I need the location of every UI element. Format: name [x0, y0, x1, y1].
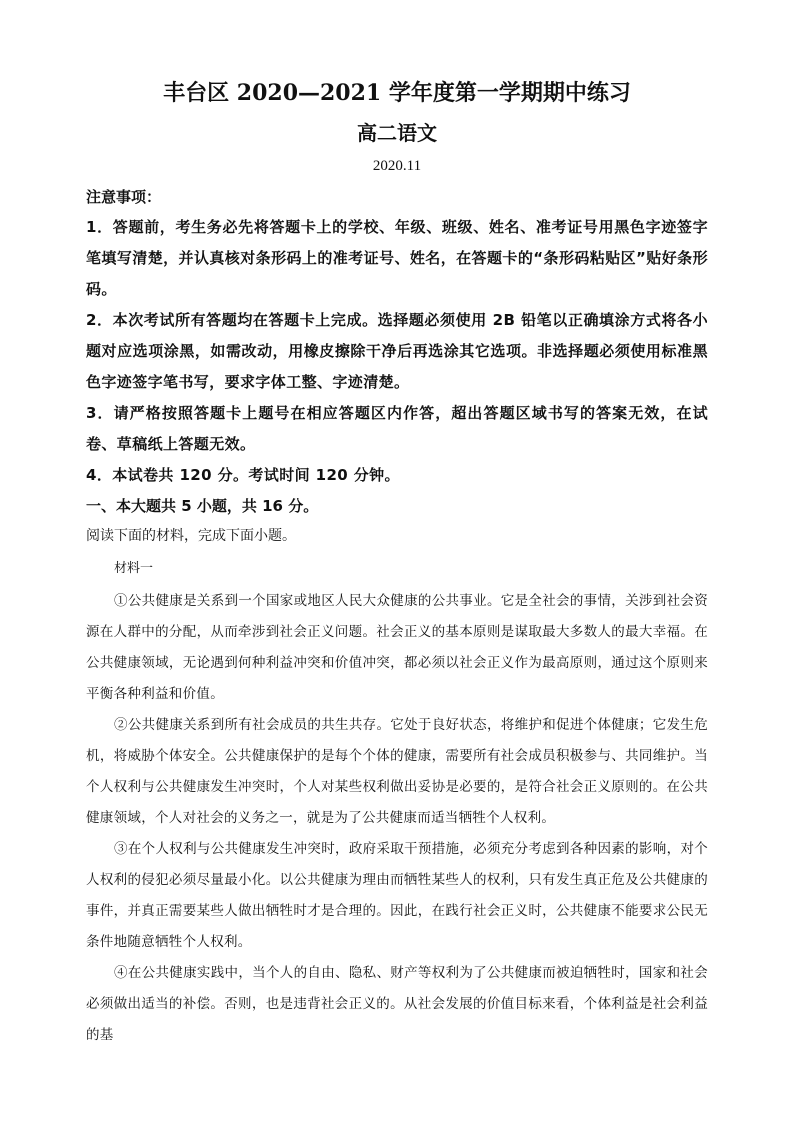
exam-date: 2020.11 — [372, 158, 422, 174]
exam-title: 丰台区 2020—2021 学年度第一学期期中练习 — [163, 80, 631, 106]
material-paragraph-2: ②公共健康关系到所有社会成员的共生共存。它处于良好状态，将维护和促进个体健康；它发生危机，将威胁个体安全。公共健康保护的是每个个体的健康，需要所有社会成员积极参与、共同维护。当个人权利与公共健康发生冲突时，个人对某些权利做出妥协是必要的，是符合社会正义原则的。在公共健康领域，个人对社会的义务之一，就是为了公共健康而适当牺牲个人权利。 — [86, 717, 708, 826]
note-item-1: 1．答题前，考生务必先将答题卡上的学校、年级、班级、姓名、准考证号用黑色字迹签字笔填写清楚，并认真核对条形码上的准考证号、姓名，在答题卡的“条形码粘贴区”贴好条形码。 — [86, 218, 708, 298]
material-label: 材料一 — [114, 561, 154, 576]
section-heading: 一、本大题共 5 小题，共 16 分。 — [86, 497, 319, 515]
reading-instruction: 阅读下面的材料，完成下面小题。 — [86, 528, 296, 544]
note-item-3: 3．请严格按照答题卡上题号在相应答题区内作答，超出答题区域书写的答案无效，在试卷、草稿纸上答题无效。 — [86, 404, 708, 453]
exam-subject: 高二语文 — [357, 121, 437, 145]
material-paragraph-3: ③在个人权利与公共健康发生冲突时，政府采取干预措施，必须充分考虑到各种因素的影响，对个人权利的侵犯必须尽量最小化。以公共健康为理由而牺牲某些人的权利，只有发生真正危及公共健康的事件，并真正需要某些人做出牺牲时才是合理的。因此，在践行社会正义时，公共健康不能要求公民无条件地随意牺牲个人权利。 — [86, 841, 708, 950]
material-paragraph-1: ①公共健康是关系到一个国家或地区人民大众健康的公共事业。它是全社会的事情，关涉到社会资源在人群中的分配，从而牵涉到社会正义问题。社会正义的基本原则是谋取最大多数人的最大幸福。在公共健康领域，无论遇到何种利益冲突和价值冲突，都必须以社会正义作为最高原则，通过这个原则来平衡各种利益和价值。 — [86, 593, 708, 702]
material-paragraph-4: ④在公共健康实践中，当个人的自由、隐私、财产等权利为了公共健康而被迫牺牲时，国家和社会必须做出适当的补偿。否则，也是违背社会正义的。从社会发展的价值目标来看，个体利益是社会利益的基 — [86, 965, 708, 1043]
note-item-4: 4．本试卷共 120 分。考试时间 120 分钟。 — [86, 466, 400, 484]
note-item-2: 2．本次考试所有答题均在答题卡上完成。选择题必须使用 2B 铅笔以正确填涂方式将各小题对应选项涂黑，如需改动，用橡皮擦除干净后再选涂其它选项。非选择题必须使用标准黑色字迹签字笔书写，要求字体工整、字迹清楚。 — [86, 311, 708, 391]
notes-heading: 注意事项： — [86, 188, 162, 206]
